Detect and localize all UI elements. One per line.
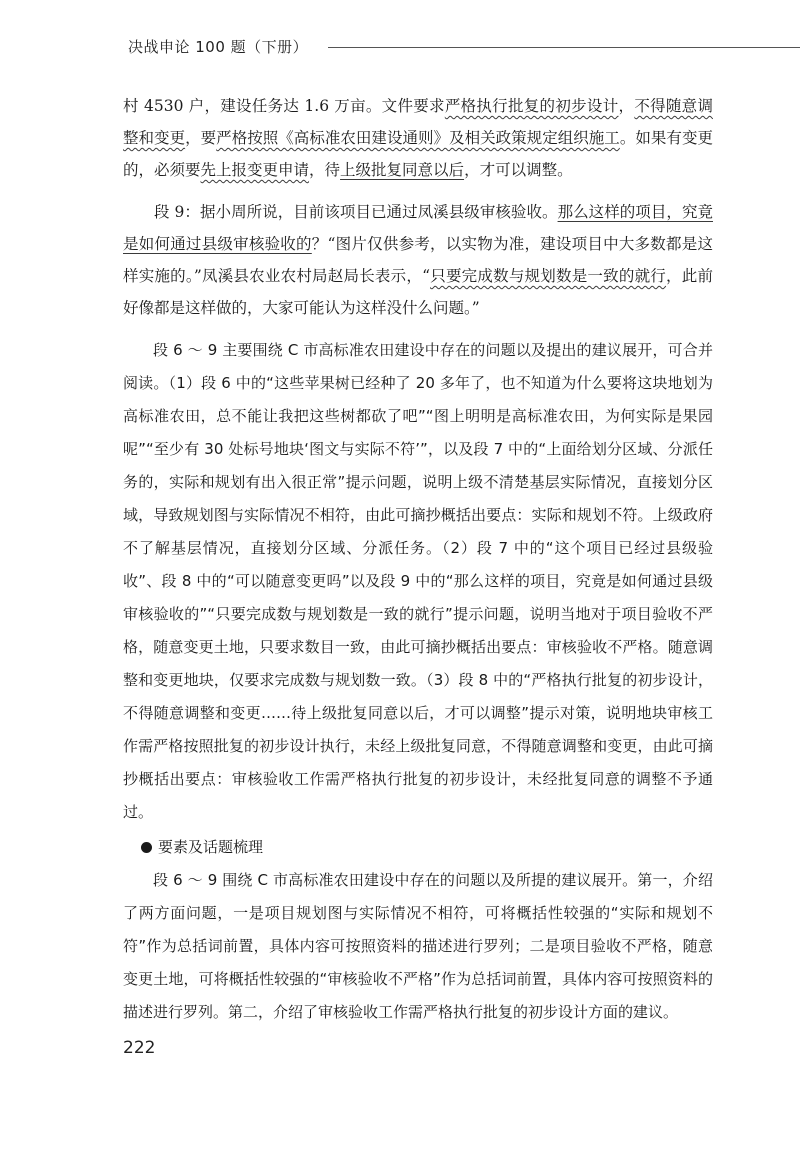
analysis-paragraph: 段 6 ～ 9 主要围绕 C 市高标准农田建设中存在的问题以及提出的建议展开，可合并阅读。（1）段 6 中的“这些苹果树已经种了 20 多年了，也不知道为什么要将这块地划为高标准农田，总不能让我把这些树都砍了吧”“图上明明是高标准农田，为何实际是果园呢”“至少有 30 处标号地块‘图文与实际不符’”，以及段 7 中的“上面给划分区域、分派任务的，实际和规划有出入很正常”提示问题，说明上级不清楚基层实际情况，直接划分区域，导致规划图与实际情况不相符，由此可摘抄概括出要点：实际和规划不符。上级政府不了解基层情况，直接划分区域、分派任务。（2）段 7 中的“这个项目已经过县级验收”、段 8 中的“可以随意变更吗”以及段 9 中的“那么这样的项目，究竟是如何通过县级审核验收的”“只要完成数与规划数是一致的就行”提示问题，说明当地对于项目验收不严格，随意变更土地，只要求数目一致，由此可摘抄概括出要点：审核验收不严格。随意调整和变更地块，仅要求完成数与规划数一致。（3）段 8 中的“严格执行批复的初步设计，不得随意调整和变更……待上级批复同意以后，才可以调整”提示对策，说明地块审核工作需严格按照批复的初步设计执行，未经上级批复同意，不得随意调整和变更，由此可摘抄概括出要点：审核验收工作需严格执行批复的初步设计，未经批复同意的调整不予通过。 (123, 341, 713, 821)
underlined-phrase: 严格按照《高标准农田建设通则》及相关政策规定组织施工 (216, 129, 620, 147)
case-material-paragraph-9: 段 9：据小周所说，目前该项目已通过凤溪县级审核验收。那么这样的项目，究竟是如何通过县级审核验收的？“图片仅供参考，以实物为准，建设项目中大多数都是这样实施的。”凤溪县农业农村局赵局长表示，“只要完成数与规划数是一致的就行，此前好像都是这样做的，大家可能认为这样没什么问题。” (123, 203, 713, 317)
page-content (123, 90, 713, 1029)
underlined-phrase: 只要完成数与规划数是一致的就行 (430, 267, 667, 285)
section-heading (123, 831, 713, 864)
case-material-continuation: 村 4530 户，建设任务达 1.6 万亩。文件要求严格执行批复的初步设计，不得随意调整和变更，要严格按照《高标准农田建设通则》及相关政策规定组织施工。如果有变更的，必须要先上报变更申请，待上级批复同意以后，才可以调整。 (123, 97, 713, 179)
section-heading-text: 要素及话题梳理 (158, 838, 264, 856)
section-paragraph: 段 6 ～ 9 围绕 C 市高标准农田建设中存在的问题以及所提的建议展开。第一，介绍了两方面问题，一是项目规划图与实际情况不相符，可将概括性较强的“实际和规划不符”作为总括词前置，具体内容可按照资料的描述进行罗列；二是项目验收不严格，随意变更土地，可将概括性较强的“审核验收不严格”作为总括词前置，具体内容可按照资料的描述进行罗列。第二，介绍了审核验收工作需严格执行批复的初步设计方面的建议。 (123, 871, 713, 1021)
underlined-phrase: 严格执行批复的初步设计 (444, 97, 619, 115)
running-header-title: 决战申论 100 题（下册） (128, 38, 309, 56)
header-rule (328, 47, 800, 48)
filled-circle-bullet-icon (141, 842, 152, 853)
running-header (128, 30, 728, 60)
underlined-phrase: 不得随意调整和变更 (123, 97, 713, 147)
underlined-phrase: 上级批复同意以后 (340, 161, 465, 179)
page-number: 222 (123, 1038, 156, 1058)
underlined-phrase: 那么这样的项目，究竟是如何通过县级审核验收的 (123, 203, 713, 253)
underlined-phrase: 先上报变更申请 (200, 161, 310, 179)
